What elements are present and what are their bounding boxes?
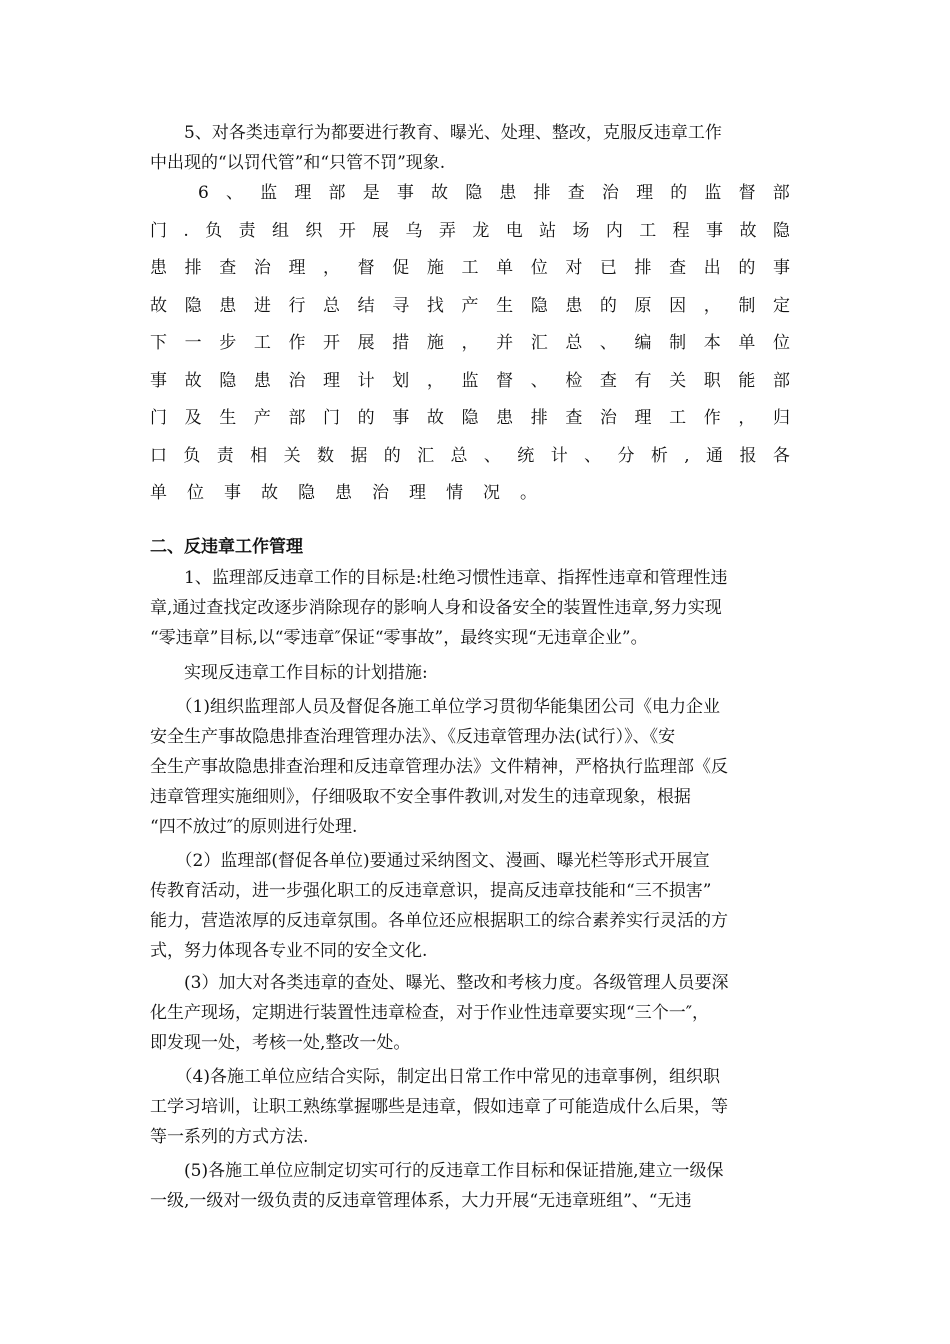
text-token: 步 — [219, 333, 237, 353]
text-token: 龙 — [472, 220, 490, 241]
text-token: 患 — [565, 295, 583, 316]
text-line — [150, 250, 790, 288]
text-token: 理 — [294, 183, 312, 203]
text-token: ， — [426, 370, 444, 391]
text-token: ， — [738, 408, 756, 428]
text-token: 故 — [261, 483, 278, 503]
text-line: （4)各施工单位应结合实际，制定出日常工作中常见的违章事例，组织职 — [150, 1067, 720, 1087]
text-token: 弄 — [438, 220, 456, 241]
text-token: 统 — [517, 445, 535, 466]
measure-1 — [150, 692, 790, 842]
text-token: 事 — [706, 220, 724, 241]
text-token: 查 — [567, 183, 585, 203]
text-token: 理 — [288, 258, 306, 278]
text-token: 部 — [328, 183, 346, 203]
text-token: 作 — [288, 333, 306, 353]
text-token: 患 — [150, 258, 167, 278]
text-token: 通 — [706, 445, 724, 466]
text-token: 总 — [565, 333, 583, 353]
text-token: 开 — [323, 333, 341, 353]
text-line: “四不放过″的原则进行处理. — [150, 817, 358, 837]
text-token: 有 — [634, 370, 652, 391]
text-token: 是 — [362, 183, 380, 203]
text-token: 隐 — [184, 295, 202, 316]
text-token: 门 — [150, 220, 167, 241]
text-token: 部 — [772, 370, 790, 391]
text-token: 数 — [316, 445, 334, 466]
text-token: 开 — [338, 220, 356, 241]
text-token: 关 — [669, 370, 687, 391]
text-token: 的 — [599, 295, 617, 316]
text-token: 能 — [738, 370, 756, 391]
plan-intro — [150, 658, 790, 688]
text-token: 隐 — [298, 483, 315, 503]
text-line: （1)组织监理部人员及督促各施工单位学习贯彻华能集团公司《电力企业 — [150, 697, 720, 717]
text-token: 关 — [283, 445, 301, 466]
text-token: 患 — [219, 295, 237, 316]
text-token: 事 — [772, 258, 790, 278]
measure-3 — [150, 968, 790, 1058]
text-token: 展 — [357, 333, 375, 353]
text-token: 施 — [426, 258, 444, 278]
text-token: 分 — [617, 445, 635, 466]
text-token: 生 — [219, 408, 237, 428]
measure-2 — [150, 846, 790, 966]
text-token: 找 — [426, 295, 444, 316]
text-token: 已 — [599, 258, 617, 278]
text-token: 工 — [253, 333, 271, 353]
text-line: 5、对各类违章行为都要进行教育、曝光、处理、整改，克服反违章工作 — [150, 123, 722, 143]
text-token: 事 — [150, 370, 167, 391]
text-token: 行 — [288, 295, 306, 316]
text-line: (5)各施工单位应制定切实可行的反违章工作目标和保证措施,建立一级保 — [150, 1161, 724, 1181]
text-token: 寻 — [392, 295, 410, 316]
text-token: 监 — [461, 370, 479, 391]
text-token: 隐 — [219, 370, 237, 391]
text-token: 督 — [738, 183, 756, 203]
text-line: （2）监理部(督促各单位)要通过采纳图文、漫画、曝光栏等形式开展宣 — [150, 851, 710, 871]
text-line: 1、监理部反违章工作的目标是:杜绝习惯性违章、指挥性违章和管理性违 — [150, 568, 728, 588]
text-token: 门 — [323, 408, 341, 428]
text-token: 制 — [669, 333, 687, 353]
text-token: 制 — [738, 295, 756, 316]
text-token: 隐 — [772, 220, 790, 241]
text-line — [150, 213, 790, 251]
text-token: 进 — [253, 295, 271, 316]
paragraph-6 — [150, 175, 790, 513]
text-token: 监 — [704, 183, 722, 203]
text-token: 故 — [426, 408, 444, 428]
text-token: 并 — [496, 333, 514, 353]
text-token: 理 — [634, 408, 652, 428]
text-token: 下 — [150, 333, 167, 353]
text-line — [150, 288, 790, 326]
text-line: 工学习培训，让职工熟练掌握哪些是违章，假如违章了可能造成什么后果，等 — [150, 1097, 728, 1117]
text-token: 、 — [584, 445, 602, 466]
text-token: 总 — [450, 445, 468, 466]
text-token: 督 — [496, 370, 514, 391]
text-token: 的 — [738, 258, 756, 278]
text-token: 的 — [670, 183, 688, 203]
text-token: ， — [703, 295, 721, 316]
text-token: 监 — [260, 183, 278, 203]
text-line — [150, 363, 790, 401]
text-token: 故 — [431, 183, 449, 203]
paragraph-goal — [150, 563, 790, 653]
text-line — [150, 325, 790, 363]
text-token: 编 — [634, 333, 652, 353]
text-token: 出 — [703, 258, 721, 278]
text-token: 因 — [669, 295, 687, 316]
text-token: 。 — [520, 483, 537, 503]
text-token: ， — [461, 333, 479, 353]
text-token: 产 — [253, 408, 271, 428]
paragraph-5 — [150, 118, 790, 178]
text-token: 总 — [323, 295, 341, 316]
text-token: 程 — [672, 220, 690, 241]
text-token: 措 — [392, 333, 410, 353]
text-token: 6 — [198, 183, 209, 203]
text-token: 单 — [738, 333, 756, 353]
text-token: 生 — [496, 295, 514, 316]
text-line: 全生产事故隐患排查治理和反违章管理办法》文件精神，严格执行监理部《反 — [150, 757, 728, 777]
text-token: 作 — [703, 408, 721, 428]
text-token: 本 — [703, 333, 721, 353]
text-token: 单 — [150, 483, 167, 503]
text-line — [150, 400, 790, 438]
text-token: 隐 — [461, 408, 479, 428]
text-token: 理 — [409, 483, 426, 503]
text-token: 负 — [183, 445, 201, 466]
text-token: 相 — [250, 445, 268, 466]
text-token: 内 — [605, 220, 623, 241]
text-token: 故 — [184, 370, 202, 391]
text-token: 检 — [565, 370, 583, 391]
text-line: “零违章”目标,以“零违章″保证“零事故”，最终实现“无违章企业”。 — [150, 628, 648, 648]
text-token: 各 — [772, 445, 790, 466]
text-token: 位 — [772, 333, 790, 353]
text-token: 划 — [392, 370, 410, 391]
text-line — [150, 438, 790, 476]
text-token: 电 — [505, 220, 523, 241]
text-line: 即发现一处，考核一处,整改一处。 — [150, 1033, 411, 1053]
text-token: 工 — [461, 258, 479, 278]
text-token: 促 — [392, 258, 410, 278]
text-line: 中出现的“以罚代管”和“只管不罚”现象. — [150, 153, 446, 173]
text-token: 计 — [357, 370, 375, 391]
text-line: 实现反违章工作目标的计划措施: — [150, 663, 428, 683]
text-token: 排 — [530, 408, 548, 428]
text-token: 原 — [634, 295, 652, 316]
text-token: 位 — [530, 258, 548, 278]
text-token: 治 — [288, 370, 306, 391]
text-token: 查 — [669, 258, 687, 278]
text-token: 、 — [483, 445, 501, 466]
text-token: 计 — [550, 445, 568, 466]
text-token: 查 — [599, 370, 617, 391]
text-token: 事 — [396, 183, 414, 203]
text-token: 、 — [530, 370, 548, 391]
text-token: 门 — [150, 408, 167, 428]
measure-5 — [150, 1156, 790, 1216]
text-token: 患 — [253, 370, 271, 391]
text-token: 汇 — [417, 445, 435, 466]
text-line: 能力，营造浓厚的反违章氛围。各单位还应根据职工的综合素养实行灵活的方 — [150, 911, 728, 931]
text-token: 场 — [572, 220, 590, 241]
text-token: 负 — [205, 220, 223, 241]
text-token: 患 — [496, 408, 514, 428]
text-line: 违章管理实施细则》，仔细吸取不安全事件教训,对发生的违章现象，根据 — [150, 787, 691, 807]
text-token: 治 — [372, 483, 389, 503]
text-line: 安全生产事故隐患排查治理管理办法》、《反违章管理办法(试行）》、《安 — [150, 727, 676, 747]
text-token: 患 — [499, 183, 517, 203]
text-token: 工 — [669, 408, 687, 428]
text-token: 站 — [539, 220, 557, 241]
text-token: 查 — [565, 408, 583, 428]
text-line — [150, 475, 790, 513]
text-token: 事 — [224, 483, 241, 503]
text-line: 化生产现场，定期进行装置性违章检查，对于作业性违章要实现“三个一″， — [150, 1003, 710, 1023]
section-heading: 二、反违章工作管理 — [150, 537, 303, 557]
text-token: 、 — [226, 183, 243, 203]
text-token: 单 — [496, 258, 514, 278]
text-token: 督 — [357, 258, 375, 278]
text-line: 章,通过查找定改逐步消除现存的影响人身和设备安全的装置性违章,努力实现 — [150, 598, 722, 618]
text-token: 一 — [184, 333, 202, 353]
text-line: 传教育活动，进一步强化职工的反违章意识，提高反违章技能和“三不损害” — [150, 881, 712, 901]
text-token: , — [684, 445, 690, 466]
text-token: 对 — [565, 258, 583, 278]
text-token: 责 — [216, 445, 234, 466]
text-line: 等一系列的方式方法. — [150, 1127, 309, 1147]
text-line: 一级,一级对一级负责的反违章管理体系，大力开展“无违章班组”、“无违 — [150, 1191, 692, 1211]
text-token: 报 — [739, 445, 757, 466]
text-token: 隐 — [465, 183, 483, 203]
text-token: 事 — [392, 408, 410, 428]
text-token: 治 — [601, 183, 619, 203]
text-token: 定 — [772, 295, 790, 316]
text-token: 排 — [634, 258, 652, 278]
text-token: 部 — [288, 408, 306, 428]
text-token: 乌 — [405, 220, 423, 241]
text-token: 据 — [350, 445, 368, 466]
text-token: 析 — [650, 445, 668, 466]
text-token: 隐 — [530, 295, 548, 316]
text-token: 故 — [150, 295, 167, 316]
text-token: 故 — [739, 220, 757, 241]
text-token: 职 — [703, 370, 721, 391]
text-token: 的 — [383, 445, 401, 466]
text-token: 产 — [461, 295, 479, 316]
text-token: ， — [323, 258, 341, 278]
text-token: 工 — [639, 220, 657, 241]
text-token: 结 — [357, 295, 375, 316]
text-token: 况 — [483, 483, 500, 503]
text-token: 情 — [446, 483, 463, 503]
text-token: 组 — [271, 220, 289, 241]
text-token: 施 — [426, 333, 444, 353]
text-token: 的 — [357, 408, 375, 428]
text-token: 排 — [184, 258, 202, 278]
text-token: 责 — [238, 220, 256, 241]
text-token: 治 — [599, 408, 617, 428]
text-token: 查 — [219, 258, 237, 278]
text-token: 排 — [533, 183, 551, 203]
text-token: 及 — [184, 408, 202, 428]
text-line — [150, 175, 790, 213]
text-token: 治 — [253, 258, 271, 278]
text-token: 理 — [636, 183, 654, 203]
text-token: 位 — [187, 483, 204, 503]
text-token: 部 — [772, 183, 790, 203]
text-token: 、 — [599, 333, 617, 353]
text-line: (3）加大对各类违章的查处、曝光、整改和考核力度。各级管理人员要深 — [150, 973, 729, 993]
text-token: 汇 — [530, 333, 548, 353]
text-token: 归 — [772, 408, 790, 428]
text-token: 展 — [372, 220, 390, 241]
measure-4 — [150, 1062, 790, 1152]
text-token: 理 — [323, 370, 341, 391]
text-token: 织 — [305, 220, 323, 241]
text-token: 口 — [150, 445, 167, 466]
text-token: . — [183, 220, 189, 241]
text-token: 患 — [335, 483, 352, 503]
text-line: 式，努力体现各专业不同的安全文化. — [150, 941, 428, 961]
